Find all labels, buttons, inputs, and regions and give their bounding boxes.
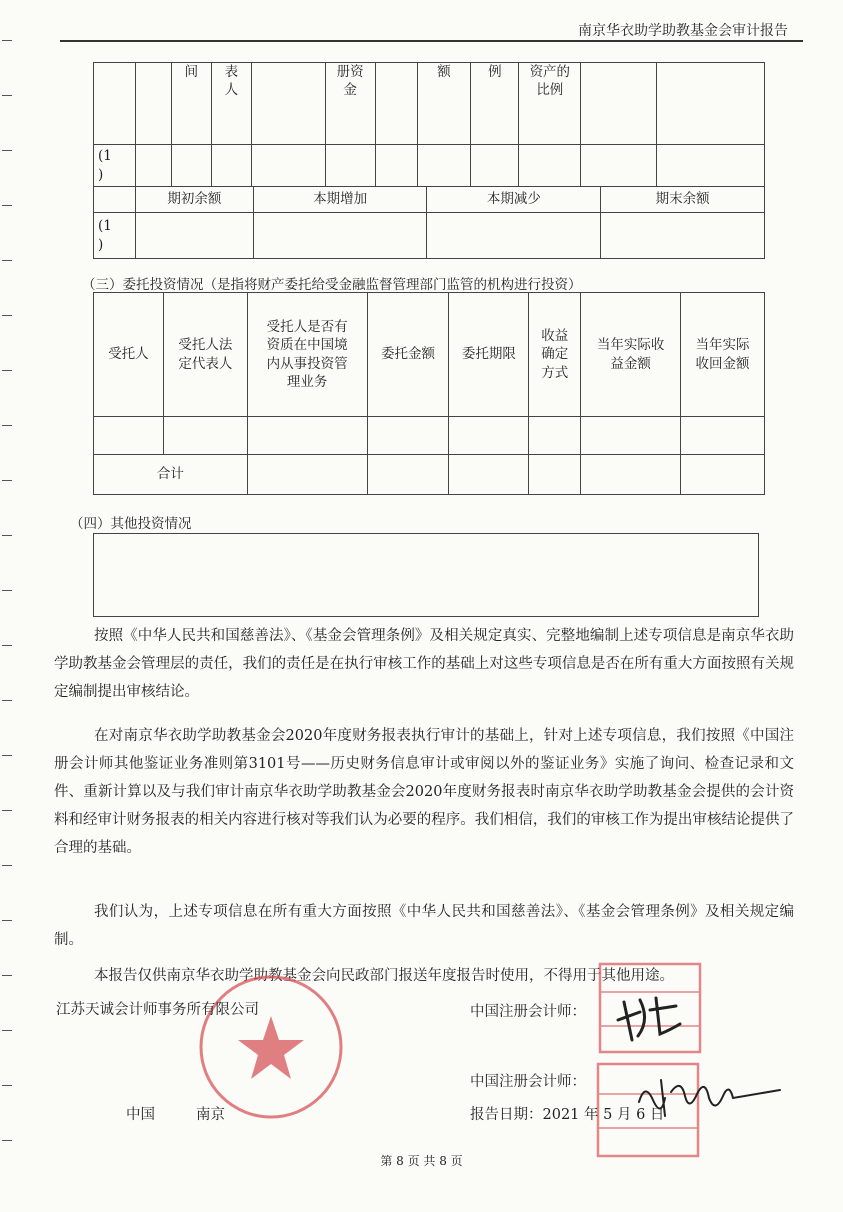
- t1-h4: [251, 63, 325, 145]
- t1-h5: 册资 金: [325, 63, 375, 145]
- investment-table-balances: [93, 186, 765, 259]
- income-method-header: 收益 确定 方式: [529, 293, 581, 417]
- paragraph-usage: 本报告仅供南京华衣助学助教基金会向民政部门报送年度报告时使用，不得用于其他用途。: [94, 968, 674, 984]
- page-footer: 第 8 页 共 8 页: [380, 1154, 463, 1168]
- t1-h2: 间: [171, 63, 211, 145]
- t1-h9: 资产的 比例: [519, 63, 581, 145]
- page-header: [60, 16, 803, 42]
- t1-h11: [657, 63, 765, 145]
- t1-r2-label: (1 ): [94, 213, 136, 259]
- paragraph-procedures: 在对南京华衣助学助教基金会2020年度财务报表执行审计的基础上，针对上述专项信息，我们按照《中国注册会计师其他鉴证业务准则第3101号——历史财务信息审计或审阅以外的鉴证业务》实施了询问、检查记录和文件、重新计算以及与我们审计南京华衣助学助教基金会2020年度财务报表时南京华衣助学助教基金会提供的会计资料和经审计财务报表的相关内容进行核对等我们认为必要的程序。我们相信，我们的审核工作为提出审核结论提供了合理的基础。: [54, 728, 794, 856]
- firm-seal: [196, 972, 346, 1122]
- section4-title: （四）其他投资情况: [70, 516, 192, 532]
- increase-header: 本期增加: [253, 187, 427, 213]
- city: 南京: [196, 1107, 225, 1123]
- cpa-label-1: 中国注册会计师：: [470, 1004, 586, 1020]
- entrusted-term-header: 委托期限: [449, 293, 529, 417]
- t1-h8: 例: [471, 63, 519, 145]
- binding-holes: [0, 0, 14, 1212]
- decrease-header: 本期减少: [427, 187, 601, 213]
- t1-blank: [94, 187, 136, 213]
- header-title: 南京华衣助学助教基金会审计报告: [578, 23, 788, 39]
- cpa-label-2: 中国注册会计师：: [470, 1074, 586, 1090]
- report-date: 报告日期：2021 年 5 月 6 日: [470, 1107, 665, 1123]
- t1-h6: [375, 63, 417, 145]
- section3-title: （三）委托投资情况（是指将财产委托给受金融监督管理部门监管的机构进行投资）: [82, 277, 582, 293]
- trustee-legal-rep-header: 受托人法 定代表人: [163, 293, 247, 417]
- t1-r1-label: (1 ): [94, 145, 136, 187]
- entrusted-amount-header: 委托金额: [367, 293, 449, 417]
- paragraph-conclusion: 我们认为，上述专项信息在所有重大方面按照《中华人民共和国慈善法》、《基金会管理条例》及相关规定编制。: [54, 904, 794, 948]
- trustee-header: 受托人: [94, 293, 164, 417]
- country: 中国: [126, 1107, 155, 1123]
- closing-balance-header: 期末余额: [601, 187, 765, 213]
- entrusted-investment-table: [93, 292, 765, 495]
- actual-income-header: 当年实际收 益金额: [581, 293, 681, 417]
- t1-h1: [135, 63, 171, 145]
- t1-h3: 表 人: [211, 63, 251, 145]
- trustee-qualified-header: 受托人是否有 资质在中国境 内从事投资管 理业务: [247, 293, 367, 417]
- firm-name: 江苏天诚会计师事务所有限公司: [56, 1002, 259, 1018]
- t1-h0: [94, 63, 136, 145]
- investment-table-top: [93, 62, 765, 187]
- opening-balance-header: 期初余额: [135, 187, 253, 213]
- t1-h7: 额: [417, 63, 471, 145]
- total-label: 合计: [94, 455, 248, 495]
- actual-recovered-header: 当年实际 收回金额: [681, 293, 765, 417]
- other-investment-box: [93, 533, 759, 617]
- paragraph-responsibility: 按照《中华人民共和国慈善法》、《基金会管理条例》及相关规定真实、完整地编制上述专项信息是南京华衣助学助教基金会管理层的责任，我们的责任是在执行审核工作的基础上对这些专项信息是否在所有重大方面按照有关规定编制提出审核结论。: [54, 628, 794, 700]
- t1-h10: [581, 63, 657, 145]
- header-rule: [60, 40, 803, 42]
- cpa-signature-1: [610, 990, 690, 1050]
